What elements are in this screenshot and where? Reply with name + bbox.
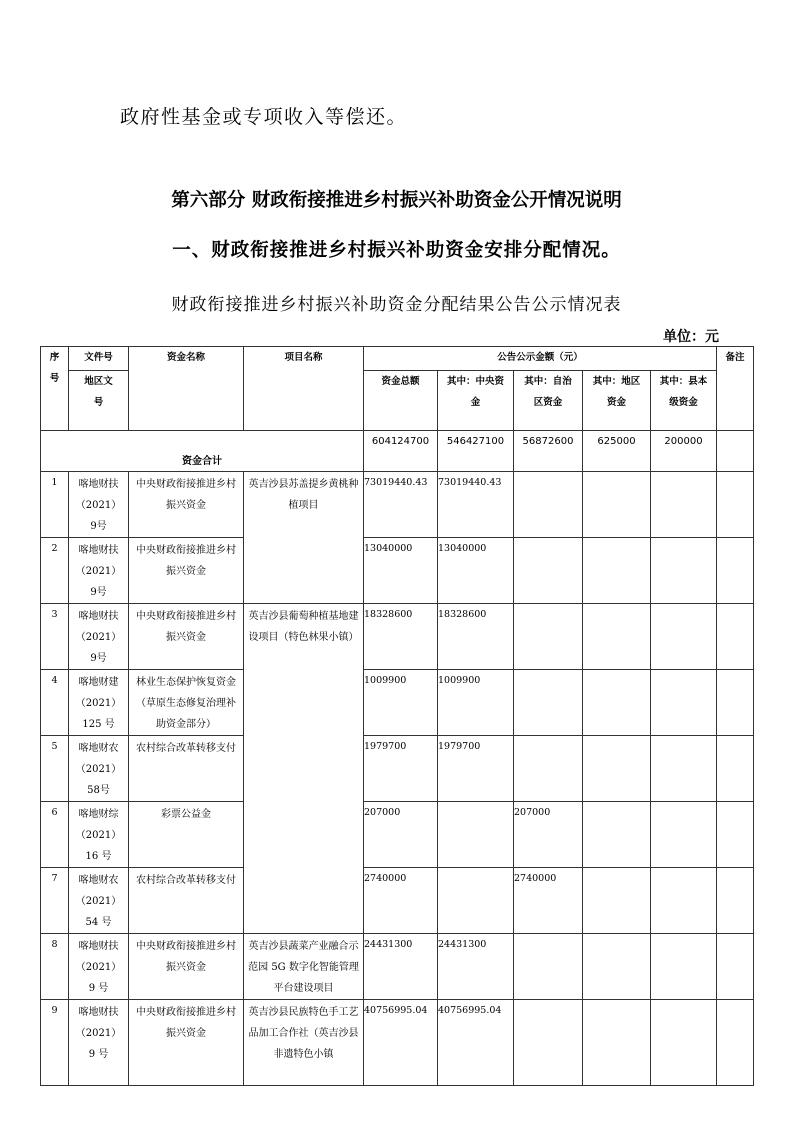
row-autonomous (514, 472, 583, 538)
header-doc-no: 文件号 (69, 347, 129, 371)
row-remark (717, 802, 754, 868)
header-remark: 备注 (717, 347, 754, 431)
row-remark (717, 934, 754, 1000)
row-central: 73019440.43 (438, 472, 514, 538)
row-central: 1009900 (438, 670, 514, 736)
row-doc: 喀地财扶（2021）9 号 (69, 934, 129, 1000)
header-autonomous: 其中：自治区资金 (514, 371, 583, 431)
row-remark (717, 604, 754, 670)
row-total: 18328600 (364, 604, 438, 670)
row-seq: 9 (41, 1000, 69, 1086)
row-seq: 3 (41, 604, 69, 670)
row-total: 207000 (364, 802, 438, 868)
summary-county: 200000 (651, 431, 717, 472)
row-central: 13040000 (438, 538, 514, 604)
row-fund: 彩票公益金 (129, 802, 244, 868)
row-total: 1979700 (364, 736, 438, 802)
row-remark (717, 1000, 754, 1086)
header-fund-name: 资金名称 (129, 347, 244, 431)
summary-label: 资金合计 (182, 456, 222, 467)
row-project: 英吉沙县蔬菜产业融合示范园 5G 数字化智能管理平台建设项目 (244, 934, 364, 1000)
header-total: 资金总额 (364, 371, 438, 431)
row-seq: 1 (41, 472, 69, 538)
row-seq: 4 (41, 670, 69, 736)
header-county: 其中：县本级资金 (651, 371, 717, 431)
row-doc: 喀地财建（2021）125 号 (69, 670, 129, 736)
header-prefecture: 其中：地区资金 (583, 371, 651, 431)
summary-remark (717, 431, 754, 472)
row-central: 40756995.04 (438, 1000, 514, 1086)
intro-paragraph: 政府性基金或专项收入等偿还。 (120, 106, 408, 128)
row-county (651, 472, 717, 538)
row-seq: 7 (41, 868, 69, 934)
row-doc: 喀地财农（2021）54 号 (69, 868, 129, 934)
row-central (438, 802, 514, 868)
row-county (651, 538, 717, 604)
row-fund: 中央财政衔接推进乡村振兴资金 (129, 934, 244, 1000)
row-total: 73019440.43 (364, 472, 438, 538)
row-project: 英吉沙县葡萄种植基地建设项目（特色林果小镇） (244, 604, 364, 934)
row-seq: 8 (41, 934, 69, 1000)
row-fund: 中央财政衔接推进乡村振兴资金 (129, 472, 244, 538)
row-county (651, 736, 717, 802)
row-total: 24431300 (364, 934, 438, 1000)
row-prefecture (583, 934, 651, 1000)
summary-label-cell (41, 431, 364, 472)
row-seq: 2 (41, 538, 69, 604)
row-doc: 喀地财扶（2021）9号 (69, 472, 129, 538)
table-row (41, 670, 754, 736)
row-autonomous (514, 736, 583, 802)
table-row (41, 604, 754, 670)
row-doc: 喀地财扶（2021）9号 (69, 604, 129, 670)
row-fund: 农村综合改革转移支付 (129, 736, 244, 802)
table-row (41, 934, 754, 1000)
summary-total: 604124700 (364, 431, 438, 472)
row-total: 1009900 (364, 670, 438, 736)
row-doc: 喀地财综（2021）16 号 (69, 802, 129, 868)
table-row (41, 538, 754, 604)
table-row (41, 802, 754, 868)
row-county (651, 1000, 717, 1086)
row-doc: 喀地财扶（2021）9号 (69, 538, 129, 604)
row-autonomous (514, 670, 583, 736)
row-remark (717, 736, 754, 802)
row-autonomous: 207000 (514, 802, 583, 868)
row-county (651, 868, 717, 934)
row-doc: 喀地财扶（2021）9 号 (69, 1000, 129, 1086)
row-remark (717, 472, 754, 538)
row-fund: 中央财政衔接推进乡村振兴资金 (129, 1000, 244, 1086)
row-doc: 喀地财农（2021）58号 (69, 736, 129, 802)
row-county (651, 934, 717, 1000)
table-row (41, 736, 754, 802)
section-title: 一、财政衔接推进乡村振兴补助资金安排分配情况。 (172, 240, 621, 261)
row-autonomous (514, 538, 583, 604)
header-central: 其中：中央资金 (438, 371, 514, 431)
summary-autonomous: 56872600 (514, 431, 583, 472)
table-row (41, 1000, 754, 1086)
row-seq: 6 (41, 802, 69, 868)
row-autonomous: 2740000 (514, 868, 583, 934)
row-project: 英吉沙县苏盖提乡黄桃种植项目 (244, 472, 364, 604)
summary-row (41, 431, 754, 472)
row-seq: 5 (41, 736, 69, 802)
row-autonomous (514, 604, 583, 670)
row-central: 18328600 (438, 604, 514, 670)
table-row (41, 472, 754, 538)
row-remark (717, 538, 754, 604)
row-total: 40756995.04 (364, 1000, 438, 1086)
row-county (651, 604, 717, 670)
row-prefecture (583, 1000, 651, 1086)
row-fund: 林业生态保护恢复资金（草原生态修复治理补助资金部分） (129, 670, 244, 736)
row-central: 1979700 (438, 736, 514, 802)
row-total: 13040000 (364, 538, 438, 604)
part-title: 第六部分 财政衔接推进乡村振兴补助资金公开情况说明 (171, 190, 622, 211)
row-prefecture (583, 802, 651, 868)
row-prefecture (583, 538, 651, 604)
row-central: 24431300 (438, 934, 514, 1000)
summary-prefecture: 625000 (583, 431, 651, 472)
table-row (41, 868, 754, 934)
row-prefecture (583, 472, 651, 538)
row-fund: 中央财政衔接推进乡村振兴资金 (129, 538, 244, 604)
row-prefecture (583, 736, 651, 802)
row-county (651, 670, 717, 736)
row-fund: 中央财政衔接推进乡村振兴资金 (129, 604, 244, 670)
header-row (41, 347, 754, 371)
row-fund: 农村综合改革转移支付 (129, 868, 244, 934)
summary-central: 546427100 (438, 431, 514, 472)
row-county (651, 802, 717, 868)
header-project-name: 项目名称 (244, 347, 364, 431)
header-region-doc: 地区文号 (69, 371, 129, 431)
row-remark (717, 670, 754, 736)
unit-label: 单位：元 (663, 329, 719, 345)
table-title: 财政衔接推进乡村振兴补助资金分配结果公告公示情况表 (171, 295, 622, 315)
row-prefecture (583, 670, 651, 736)
header-announce-amount: 公告公示金额（元） (364, 347, 717, 371)
row-autonomous (514, 1000, 583, 1086)
row-central (438, 868, 514, 934)
row-remark (717, 868, 754, 934)
row-project: 英吉沙县民族特色手工艺品加工合作社（英吉沙县非遗特色小镇 (244, 1000, 364, 1086)
row-prefecture (583, 604, 651, 670)
row-autonomous (514, 934, 583, 1000)
header-seq: 序号 (41, 347, 69, 431)
row-total: 2740000 (364, 868, 438, 934)
row-prefecture (583, 868, 651, 934)
allocation-table (40, 346, 754, 1086)
